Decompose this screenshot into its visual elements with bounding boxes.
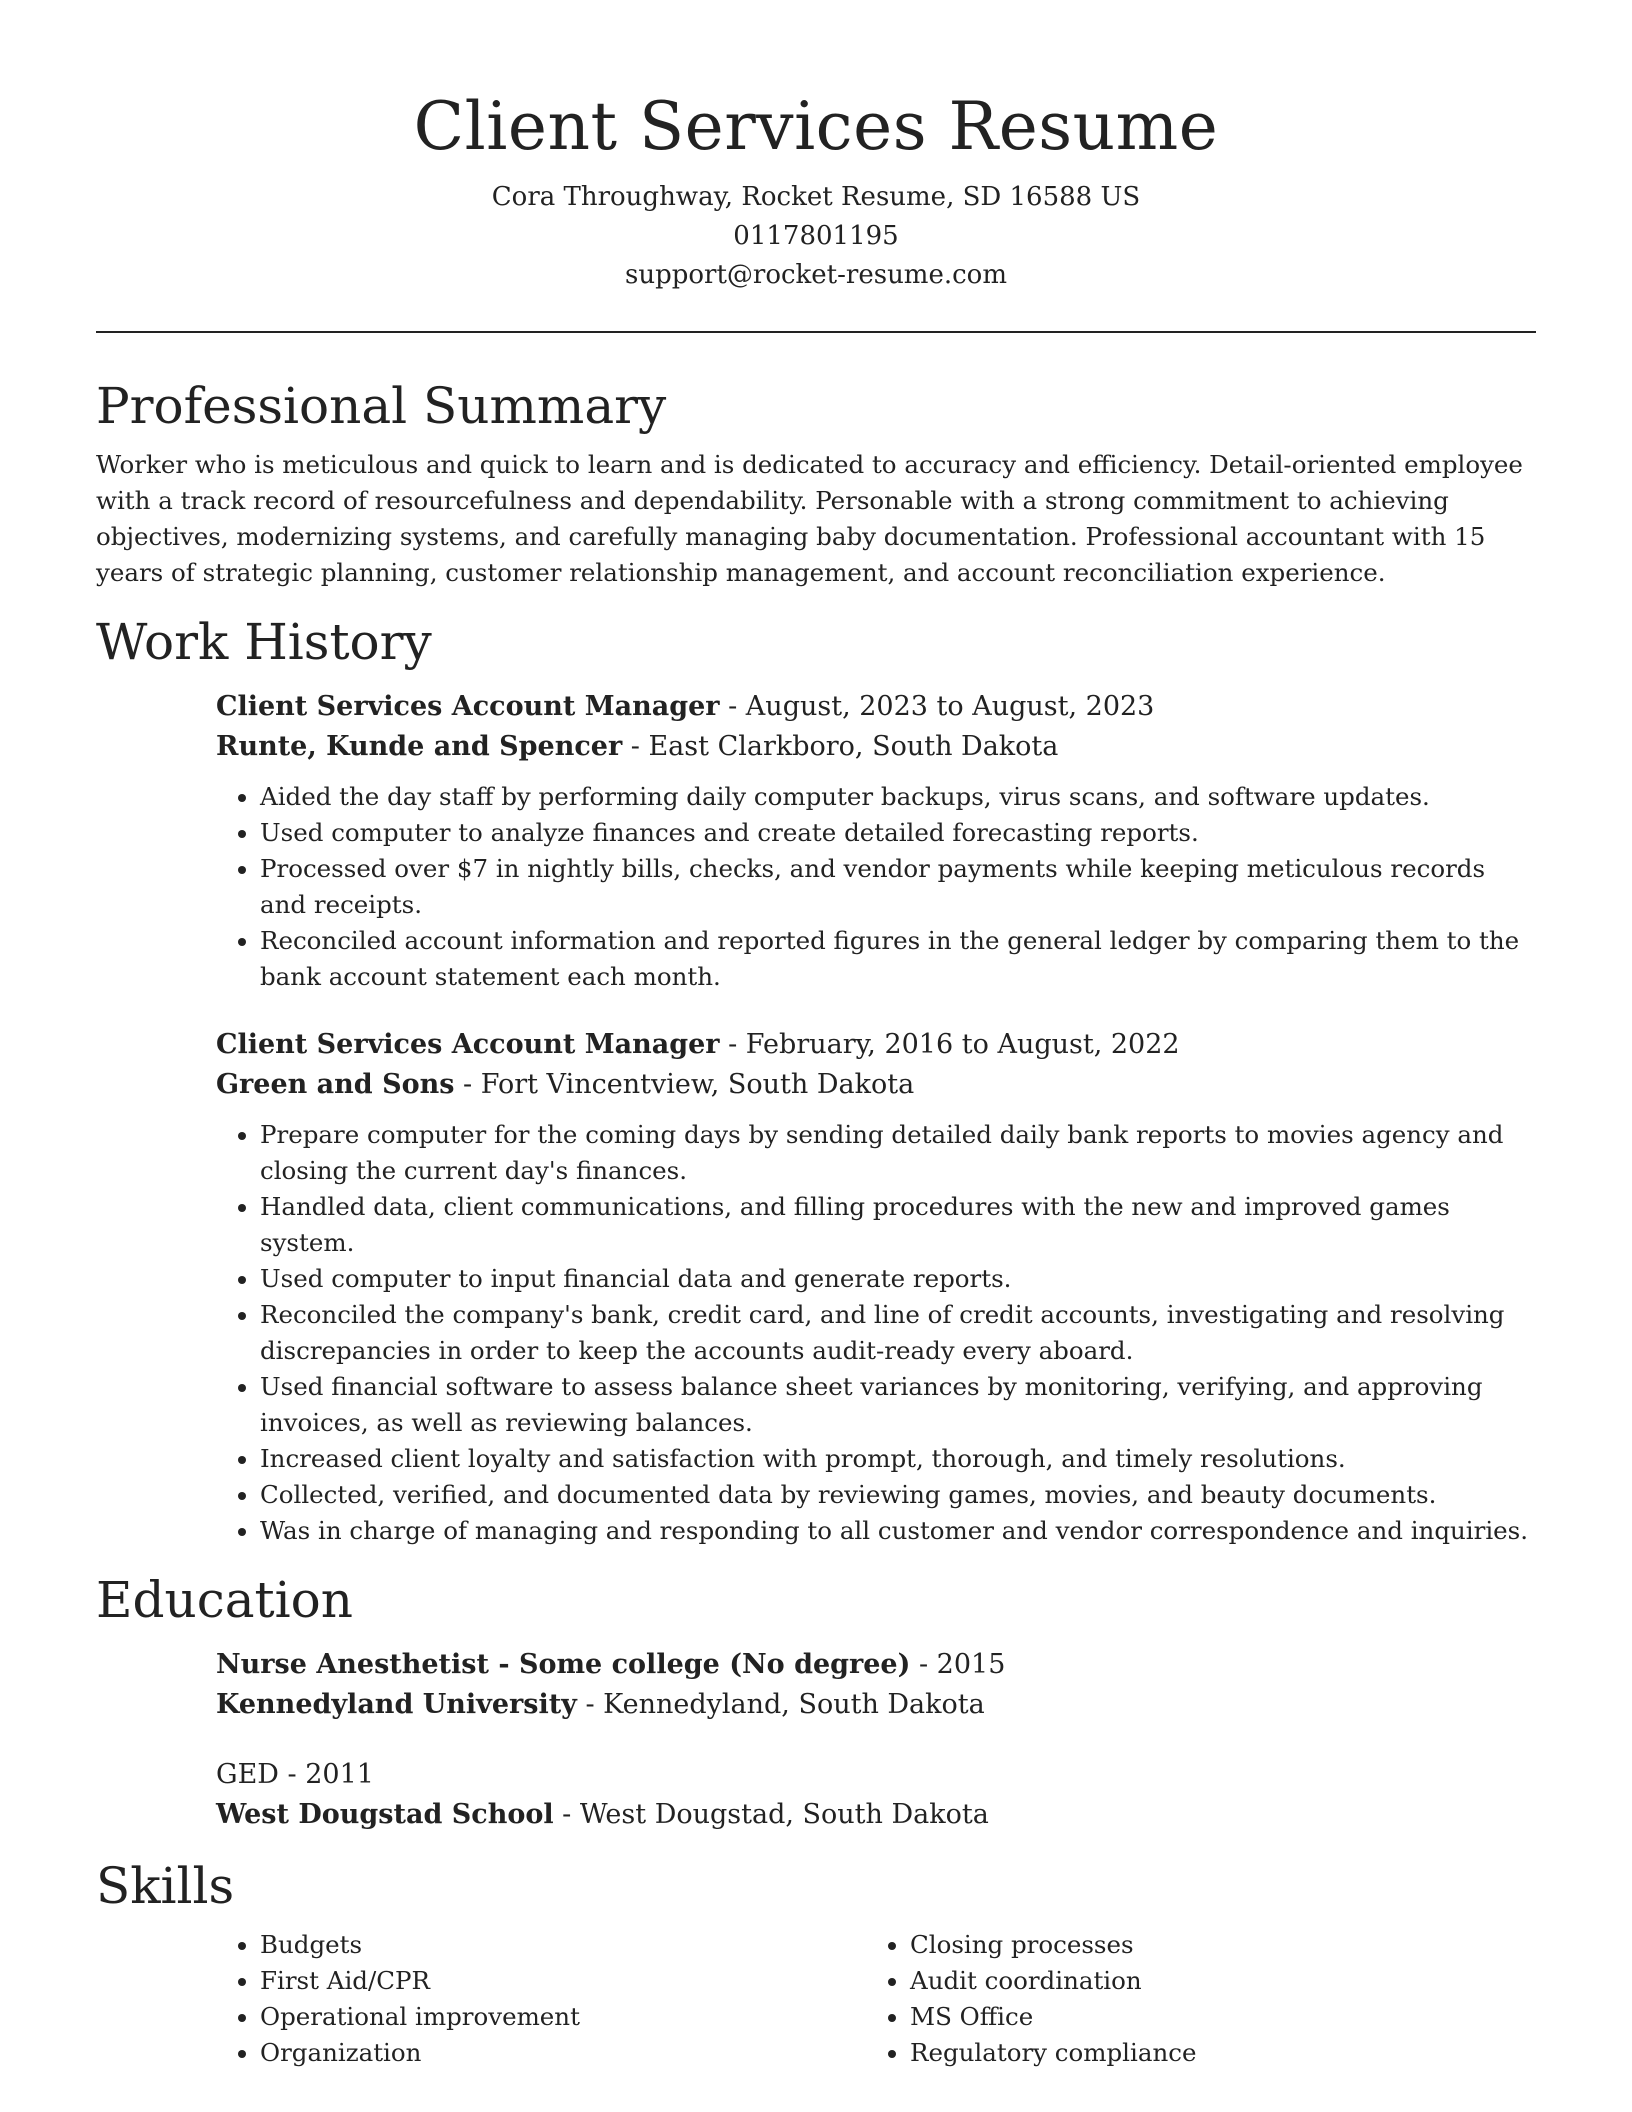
education-degree-line [216, 1645, 1536, 1685]
skills-section [96, 1853, 1536, 2071]
education-location: - West Dougstad, South Dakota [553, 1799, 989, 1830]
contact-address: Cora Throughway, Rocket Resume, SD 16588 US [491, 182, 1141, 212]
job-bullets [216, 779, 1536, 995]
list-item: • Used computer to analyze finances and create detailed forecasting reports. [260, 815, 1536, 851]
contact-email: support@rocket-resume.com [624, 260, 1007, 290]
skills-list [216, 1927, 866, 2071]
work-history-section [96, 609, 1536, 1549]
summary-section [96, 373, 1536, 591]
list-item: • Increased client loyalty and satisfaction with prompt, thorough, and timely resolutions. [260, 1441, 1536, 1477]
education-school: West Dougstad School [216, 1799, 554, 1830]
list-item: • MS Office [910, 1999, 1516, 2035]
list-item: • Processed over $7 in nightly bills, checks, and vendor payments while keeping meticulous records and receipts. [260, 851, 1536, 923]
header-divider [96, 331, 1536, 333]
skills-list [866, 1927, 1516, 2071]
education-year: - 2015 [910, 1649, 1006, 1680]
list-item: • Used financial software to assess balance sheet variances by monitoring, verifying, and approving invoices, as well as reviewing balances. [260, 1369, 1536, 1441]
list-item: • Reconciled the company's bank, credit card, and line of credit accounts, investigating and resolving discrepancies in order to keep the accounts audit-ready every aboard. [260, 1297, 1536, 1369]
education-year: - 2011 [278, 1759, 374, 1790]
skills-column-left [216, 1919, 866, 2071]
education-section [96, 1567, 1536, 1835]
job-title-line [216, 1025, 1536, 1065]
list-item: • First Aid/CPR [260, 1963, 866, 1999]
list-item: • Collected, verified, and documented data by reviewing games, movies, and beauty documents. [260, 1477, 1536, 1513]
list-item: • Audit coordination [910, 1963, 1516, 1999]
job-title: Client Services Account Manager [216, 691, 720, 722]
skills-column-right [866, 1919, 1516, 2071]
job-dates: - February, 2016 to August, 2022 [719, 1029, 1180, 1060]
job-entry [216, 1025, 1536, 1549]
contact-phone: 0117801195 [733, 221, 899, 251]
skills-heading: Skills [96, 1857, 235, 1915]
list-item: • Used computer to input financial data and generate reports. [260, 1261, 1536, 1297]
list-item: • Budgets [260, 1927, 866, 1963]
education-degree-line [216, 1755, 1536, 1795]
job-employer: Runte, Kunde and Spencer [216, 731, 623, 762]
list-item: • Prepare computer for the coming days by sending detailed daily bank reports to movies agency and closing the current day's finances. [260, 1117, 1536, 1189]
job-employer-line [216, 1065, 1536, 1105]
job-location: - Fort Vincentview, South Dakota [454, 1069, 915, 1100]
job-bullets [216, 1117, 1536, 1549]
job-dates: - August, 2023 to August, 2023 [719, 691, 1155, 722]
list-item: • Operational improvement [260, 1999, 866, 2035]
summary-text: Worker who is meticulous and quick to learn and is dedicated to accuracy and efficiency. Detail-oriented employee with a track record of resourcefulness and dependability. Personable with a strong commitment to achieving objectives, modernizing systems, and carefully managing baby documentation. Professional accountant with 15 years of strategic planning, customer relationship management, and account reconciliation experience. [96, 450, 1523, 587]
job-employer-line [216, 727, 1536, 767]
education-degree: GED [216, 1759, 279, 1790]
page-title: Client Services Resume [413, 88, 1219, 165]
list-item: • Closing processes [910, 1927, 1516, 1963]
list-item: • Handled data, client communications, and filling procedures with the new and improved games system. [260, 1189, 1536, 1261]
education-school: Kennedyland University [216, 1689, 577, 1720]
contact-block [96, 178, 1536, 295]
education-heading: Education [96, 1571, 353, 1629]
education-school-line [216, 1795, 1536, 1835]
resume-header [96, 0, 1536, 295]
work-history-heading: Work History [96, 613, 432, 671]
education-entry [216, 1645, 1536, 1725]
list-item: • Reconciled account information and reported figures in the general ledger by comparing them to the bank account statement each month. [260, 923, 1536, 995]
job-location: - East Clarkboro, South Dakota [622, 731, 1059, 762]
list-item: • Organization [260, 2035, 866, 2071]
resume-page [96, 0, 1536, 2112]
summary-heading: Professional Summary [96, 377, 667, 435]
list-item: • Was in charge of managing and responding to all customer and vendor correspondence and inquiries. [260, 1513, 1536, 1549]
skills-grid [216, 1919, 1536, 2071]
job-title: Client Services Account Manager [216, 1029, 720, 1060]
education-school-line [216, 1685, 1536, 1725]
education-entry [216, 1755, 1536, 1835]
education-degree: Nurse Anesthetist - Some college (No degree) [216, 1649, 911, 1680]
job-employer: Green and Sons [216, 1069, 455, 1100]
job-title-line [216, 687, 1536, 727]
education-location: - Kennedyland, South Dakota [576, 1689, 985, 1720]
job-entry [216, 687, 1536, 995]
list-item: • Regulatory compliance [910, 2035, 1516, 2071]
list-item: • Aided the day staff by performing daily computer backups, virus scans, and software updates. [260, 779, 1536, 815]
